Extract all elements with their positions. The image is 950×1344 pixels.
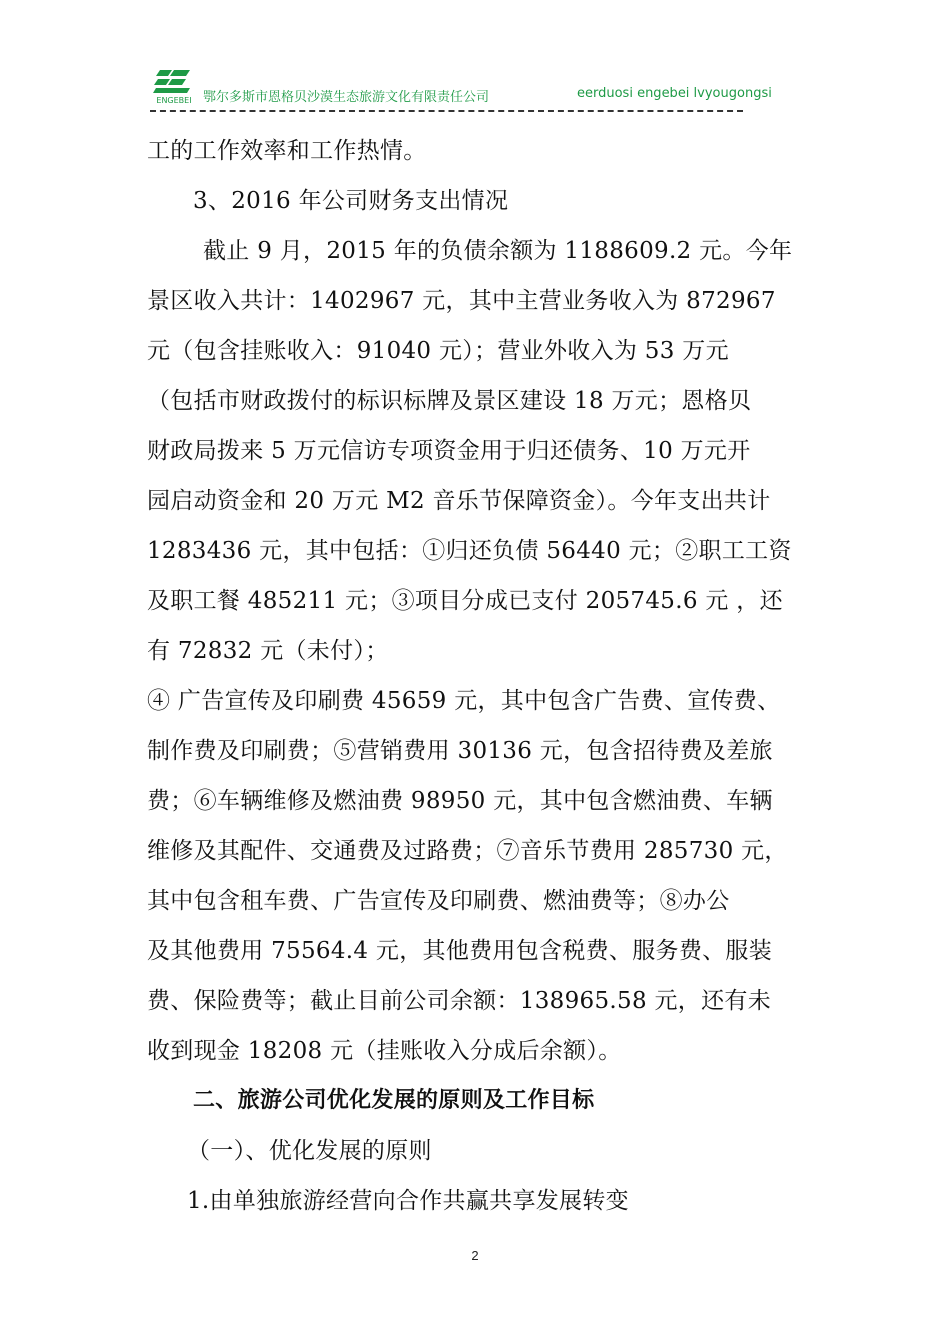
header-divider (150, 110, 743, 112)
section-heading: 二、旅游公司优化发展的原则及工作目标 (193, 1088, 595, 1113)
company-logo-icon (150, 66, 198, 106)
paragraph-line: 费、保险费等；截止目前公司余额：138965.58 元，还有未 (147, 988, 771, 1014)
paragraph-line: 费；⑥车辆维修及燃油费 98950 元，其中包含燃油费、车辆 (147, 788, 773, 814)
page-number: 2 (471, 1248, 479, 1263)
document-body (147, 126, 815, 1226)
company-name-pinyin: eerduosi engebei lvyougongsi (577, 86, 772, 101)
paragraph-line: 制作费及印刷费；⑤营销费用 30136 元，包含招待费及差旅 (147, 738, 773, 764)
paragraph-line: 收到现金 18208 元（挂账收入分成后余额）。 (147, 1038, 622, 1064)
paragraph-line: 及其他费用 75564.4 元，其他费用包含税费、服务费、服装 (147, 938, 773, 964)
paragraph-line: 维修及其配件、交通费及过路费；⑦音乐节费用 285730 元， (147, 838, 788, 864)
paragraph-line: 元（包含挂账收入：91040 元）；营业外收入为 53 万元 (147, 338, 729, 364)
page-header (150, 66, 772, 116)
subsection-heading: （一）、优化发展的原则 (187, 1138, 432, 1164)
paragraph-line: 景区收入共计：1402967 元，其中主营业务收入为 872967 (147, 288, 776, 314)
paragraph-line: 及职工餐 485211 元；③项目分成已支付 205745.6 元 ，还 (147, 588, 783, 614)
section-subtitle: 3、2016 年公司财务支出情况 (193, 188, 509, 214)
logo-text: ENGEBEI (156, 96, 192, 105)
list-item: 1.由单独旅游经营向合作共赢共享发展转变 (187, 1188, 629, 1214)
paragraph-line: 园启动资金和 20 万元 M2 音乐节保障资金）。今年支出共计 (147, 488, 771, 514)
paragraph-line: 1283436 元，其中包括：①归还负债 56440 元；②职工工资 (147, 538, 792, 564)
paragraph-line: 工的工作效率和工作热情。 (147, 138, 427, 164)
company-name-chinese: 鄂尔多斯市恩格贝沙漠生态旅游文化有限责任公司 (203, 90, 490, 105)
paragraph-line: 财政局拨来 5 万元信访专项资金用于归还债务、10 万元开 (147, 438, 751, 464)
paragraph-line: 其中包含租车费、广告宣传及印刷费、燃油费等；⑧办公 (147, 888, 730, 914)
paragraph-line: 有 72832 元（未付）； (147, 638, 389, 664)
paragraph-line: （包括市财政拨付的标识标牌及景区建设 18 万元；恩格贝 (147, 388, 752, 414)
paragraph-line: 截止 9 月，2015 年的负债余额为 1188609.2 元。今年 (203, 238, 793, 264)
paragraph-line: ④ 广告宣传及印刷费 45659 元，其中包含广告费、宣传费、 (147, 688, 781, 714)
